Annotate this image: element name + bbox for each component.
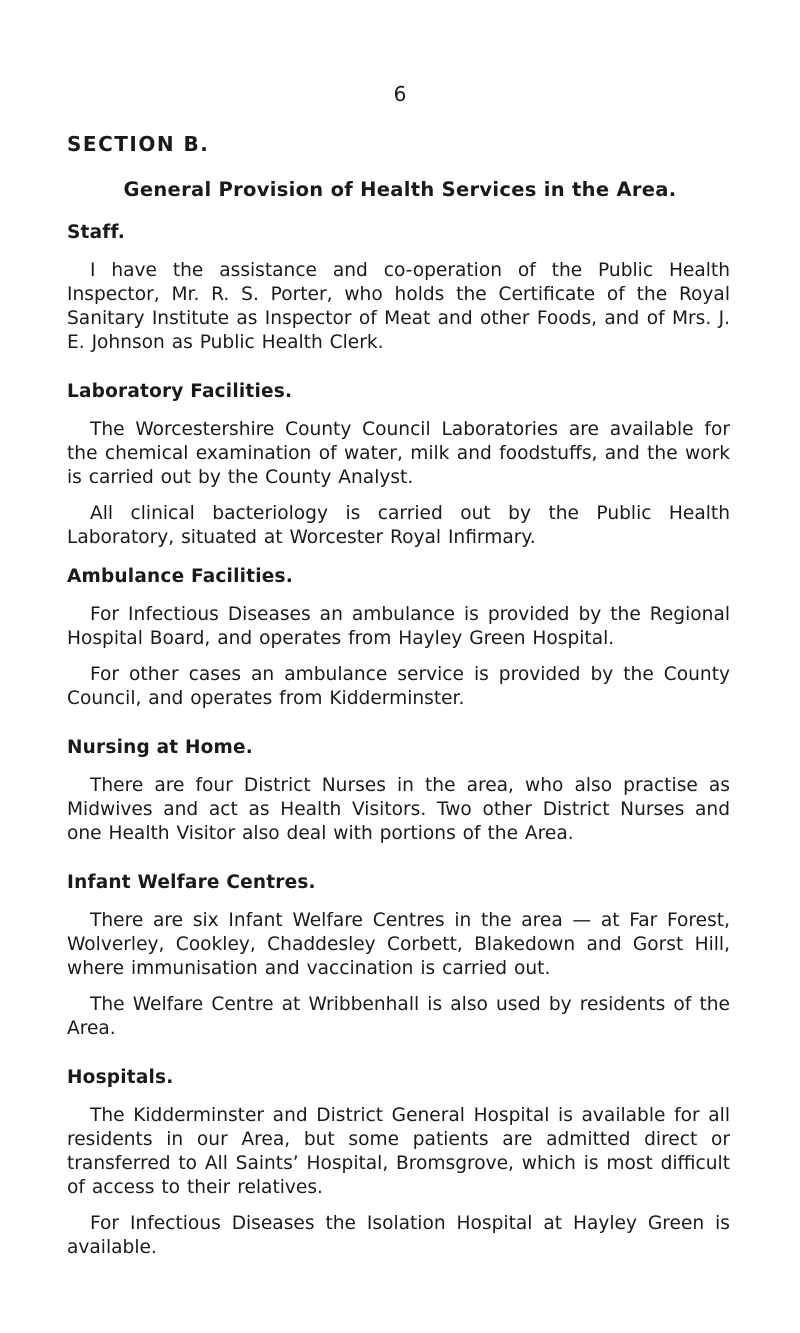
section-heading: Nursing at Home. xyxy=(67,737,253,758)
page-title: General Provision of Health Services in the Area. xyxy=(123,178,677,201)
section-infant-welfare-centres xyxy=(67,872,730,1041)
section-laboratory-facilities xyxy=(67,381,730,550)
section-label: SECTION B. xyxy=(67,132,210,156)
section-ambulance-facilities xyxy=(67,566,730,711)
section-nursing-at-home xyxy=(67,737,730,846)
paragraph: For Infectious Diseases the Isolation Hospital at Hayley Green is available. xyxy=(67,1213,730,1258)
section-hospitals xyxy=(67,1067,730,1260)
paragraph: All clinical bacteriology is carried out by the Public Health Laboratory, situated at Worcester Royal Infirmary. xyxy=(67,503,730,548)
section-heading: Hospitals. xyxy=(67,1067,174,1088)
section-heading: Infant Welfare Centres. xyxy=(67,872,316,893)
paragraph: I have the assistance and co-operation of the Public Health Inspector, Mr. R. S. Porter, who holds the Certificate of the Royal Sanitary Institute as Inspector of Meat and other Foods, and of Mrs. J. E. Johnson as Public Health Clerk. xyxy=(67,260,730,353)
paragraph: There are six Infant Welfare Centres in the area — at Far Forest, Wolverley, Cookley, Chaddesley Corbett, Blakedown and Gorst Hill, where immunisation and vaccination is carried out. xyxy=(67,910,730,979)
paragraph: The Worcestershire County Council Laboratories are available for the chemical examination of water, milk and foodstuffs, and the work is carried out by the County Analyst. xyxy=(67,419,730,488)
section-heading: Staff. xyxy=(67,222,125,243)
paragraph: The Kidderminster and District General Hospital is available for all residents in our Area, but some patients are admitted direct or transferred to All Saints’ Hospital, Bromsgrove, which is most difficult of access to their relatives. xyxy=(67,1105,730,1198)
paragraph: There are four District Nurses in the area, who also practise as Midwives and act as Health Visitors. Two other District Nurses and one Health Visitor also deal with portions of the Area. xyxy=(67,775,730,844)
section-heading: Laboratory Facilities. xyxy=(67,381,293,402)
section-heading: Ambulance Facilities. xyxy=(67,566,293,587)
document-body xyxy=(67,222,730,1260)
paragraph: For Infectious Diseases an ambulance is provided by the Regional Hospital Board, and operates from Hayley Green Hospital. xyxy=(67,604,730,649)
page-number: 6 xyxy=(393,82,407,106)
paragraph: The Welfare Centre at Wribbenhall is also used by residents of the Area. xyxy=(67,994,730,1039)
paragraph: For other cases an ambulance service is provided by the County Council, and operates from Kidderminster. xyxy=(67,664,730,709)
section-staff xyxy=(67,222,730,355)
